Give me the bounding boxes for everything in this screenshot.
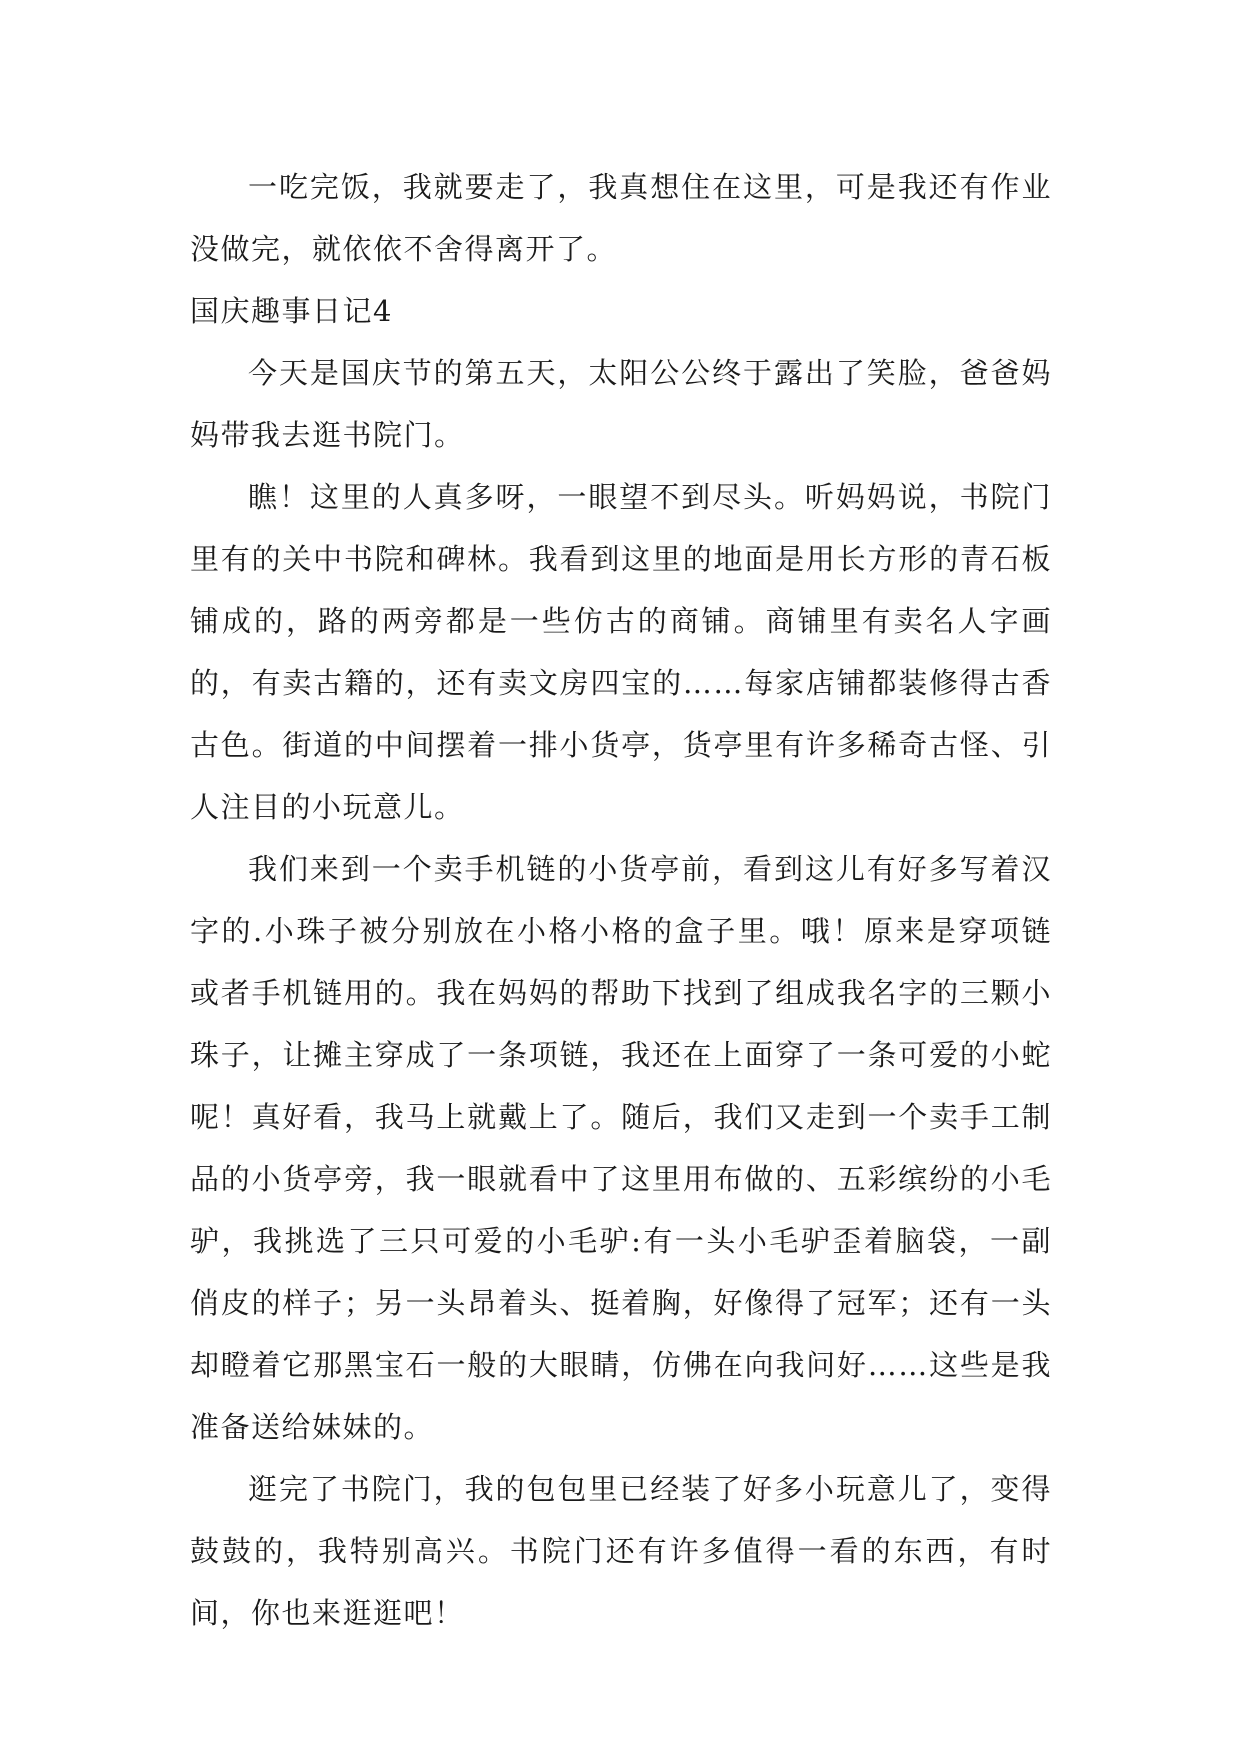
paragraph-3: 瞧！这里的人真多呀，一眼望不到尽头。听妈妈说，书院门里有的关中书院和碑林。我看到这里的地面是用长方形的青石板铺成的，路的两旁都是一些仿古的商铺。商铺里有卖名人字画的，有卖古籍的，还有卖文房四宝的……每家店铺都装修得古香古色。街道的中间摆着一排小货亭，货亭里有许多稀奇古怪、引人注目的小玩意儿。 [190, 480, 1052, 824]
paragraph-5: 逛完了书院门，我的包包里已经装了好多小玩意儿了，变得鼓鼓的，我特别高兴。书院门还有许多值得一看的东西，有时间，你也来逛逛吧！ [190, 1472, 1052, 1630]
paragraph-2: 今天是国庆节的第五天，太阳公公终于露出了笑脸，爸爸妈妈带我去逛书院门。 [190, 356, 1052, 452]
paragraph-4: 我们来到一个卖手机链的小货亭前，看到这儿有好多写着汉字的.小珠子被分别放在小格小格的盒子里。哦！原来是穿项链或者手机链用的。我在妈妈的帮助下找到了组成我名字的三颗小珠子，让摊主穿成了一条项链，我还在上面穿了一条可爱的小蛇呢！真好看，我马上就戴上了。随后，我们又走到一个卖手工制品的小货亭旁，我一眼就看中了这里用布做的、五彩缤纷的小毛驴，我挑选了三只可爱的小毛驴:有一头小毛驴歪着脑袋，一副俏皮的样子；另一头昂着头、挺着胸，好像得了冠军；还有一头却瞪着它那黑宝石一般的大眼睛，仿佛在向我问好……这些是我准备送给妹妹的。 [190, 852, 1052, 1444]
document-body [190, 156, 1052, 1644]
paragraph-1: 一吃完饭，我就要走了，我真想住在这里，可是我还有作业没做完，就依依不舍得离开了。 [190, 170, 1052, 266]
section-heading: 国庆趣事日记4 [190, 294, 393, 328]
